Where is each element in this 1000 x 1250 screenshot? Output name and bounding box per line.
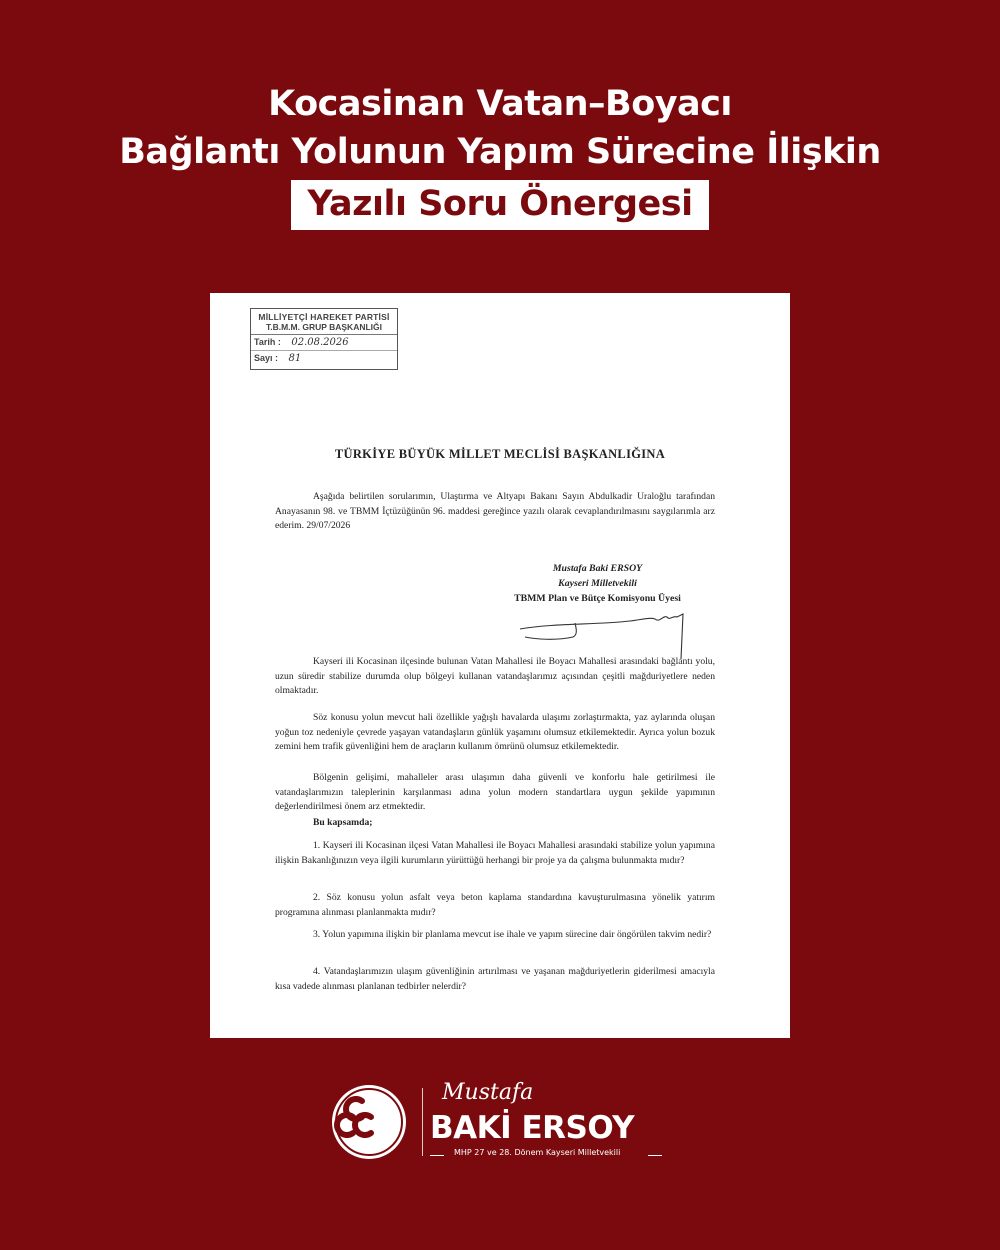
document-title: TÜRKİYE BÜYÜK MİLLET MECLİSİ BAŞKANLIĞINA — [334, 447, 666, 461]
stamp-date-row — [251, 335, 397, 351]
body-paragraph-3: Bölgenin gelişimi, mahalleler arası ulaşımın daha güvenli ve konforlu hale getirilmesi ile vatandaşlarımızın taleplerinin karşılanması adına yolun modern standartlara uygun şekilde yapımının değerlendirilmesi önem arz etmektedir. — [275, 772, 715, 812]
stamp-org-line-2: T.B.M.M. GRUP BAŞKANLIĞI — [251, 322, 397, 335]
scope-heading: Bu kapsamda; — [313, 817, 373, 828]
signatory-committee: TBMM Plan ve Bütçe Komisyonu Üyesi — [514, 593, 681, 604]
stamp-number-row — [251, 351, 397, 367]
intro-paragraph: Aşağıda belirtilen sorularımın, Ulaştırma ve Altyapı Bakanı Sayın Abdulkadir Uraloğlu tarafından Anayasanın 98. ve TBMM İçtüzüğünün 96. maddesi gereğince yazılı olarak cevaplandırılmasını saygılarımla arz ederim. 29/07/2026 — [275, 491, 715, 531]
party-logo-icon — [330, 1083, 408, 1161]
footer-line-right — [648, 1155, 662, 1156]
signatory-name: Mustafa Baki ERSOY — [552, 563, 643, 574]
footer-subtitle: MHP 27 ve 28. Dönem Kayseri Milletvekili — [454, 1148, 621, 1157]
footer-line-left — [430, 1155, 444, 1156]
footer-branding — [330, 1080, 670, 1170]
title-highlight: Yazılı Soru Önergesi — [291, 180, 708, 230]
title-line-2: Bağlantı Yolunun Yapım Sürecine İlişkin — [119, 132, 881, 172]
header — [0, 80, 1000, 230]
signatory-role: Kayseri Milletvekili — [558, 578, 637, 589]
body-paragraph-1: Kayseri ili Kocasinan ilçesinde bulunan Vatan Mahallesi ile Boyacı Mahallesi arasındaki bağlantı yolu, uzun süredir stabilize durumda olup bölgeyi kullanan vatandaşlarımız açısından çeşitli mağduriyetlere neden olmaktadır. — [275, 656, 715, 696]
title-line-1: Kocasinan Vatan–Boyacı — [268, 84, 732, 124]
question-3: 3. Yolun yapımına ilişkin bir planlama mevcut ise ihale ve yapım sürecine dair öngörülen takvim nedir? — [313, 929, 712, 940]
footer-script-name: Mustafa — [442, 1080, 534, 1105]
party-stamp — [250, 308, 398, 370]
body-paragraph-2: Söz konusu yolun mevcut hali özellikle yağışlı havalarda ulaşımı zorlaştırmakta, yaz aylarında oluşan yoğun toz nedeniyle çevrede yaşayan vatandaşların günlük yaşamını olumsuz etkilemektedir. Ayrıca yolun bozuk zemini hem trafik güvenliğini hem de araçların kullanım ömrünü olumsuz etkilemektedir. — [275, 712, 715, 752]
question-1: 1. Kayseri ili Kocasinan ilçesi Vatan Mahallesi ile Boyacı Mahallesi arasındaki stabilize yolun yapımına ilişkin Bakanlığınızın veya ilgili kurumların yürüttüğü herhangi bir proje ya da çalışma bulunmakta mıdır? — [275, 840, 715, 866]
footer-divider — [422, 1088, 423, 1156]
question-2: 2. Söz konusu yolun asfalt veya beton kaplama standardına kavuşturulmasına yönelik yatırım programına alınması planlanmakta mıdır? — [275, 892, 715, 918]
stamp-number-label: Sayı : — [254, 353, 279, 363]
signature-block — [490, 561, 705, 606]
footer-name: BAKİ ERSOY — [430, 1110, 635, 1146]
stamp-date-value: 02.08.2026 — [291, 337, 349, 348]
document-page — [210, 293, 790, 1038]
stamp-org-line-1: MİLLİYETÇİ HAREKET PARTİSİ — [258, 312, 390, 322]
stamp-number-value: 81 — [288, 353, 302, 364]
question-4: 4. Vatandaşlarımızın ulaşım güvenliğinin artırılması ve yaşanan mağduriyetlerin giderilmesi amacıyla kısa vadede alınması planlanan tedbirler nelerdir? — [275, 966, 715, 992]
stamp-date-label: Tarih : — [254, 337, 281, 347]
